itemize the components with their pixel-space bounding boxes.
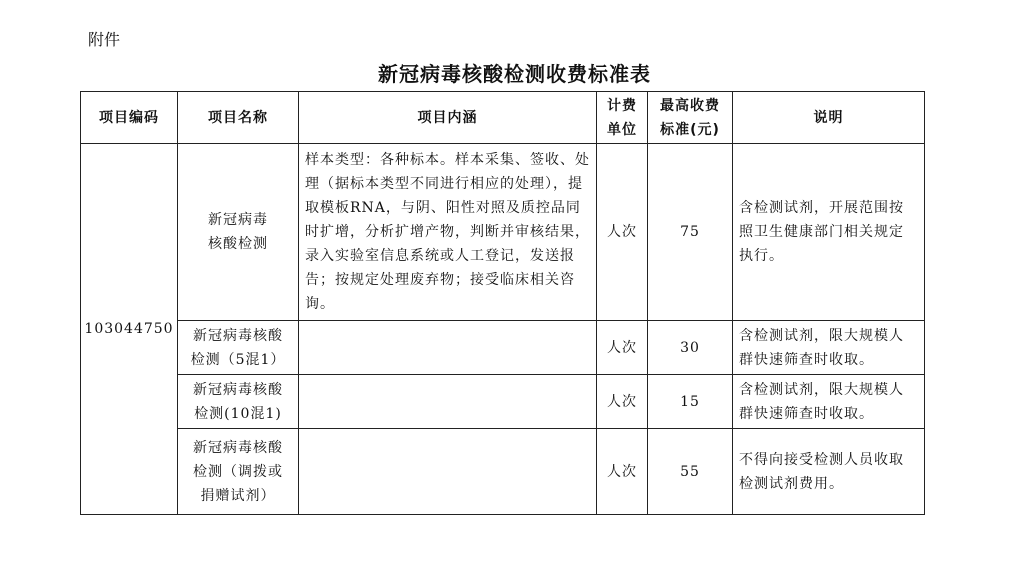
project-content-cell <box>299 429 597 515</box>
table-row <box>81 321 925 375</box>
project-name-line: 新冠病毒核酸 <box>193 327 283 344</box>
header-unit-line2: 单位 <box>607 121 637 138</box>
header-unit-line1: 计费 <box>607 97 637 114</box>
project-code-cell: 103044750 <box>81 144 178 515</box>
project-name-line: 核酸检测 <box>208 236 268 252</box>
header-unit <box>597 92 648 144</box>
project-name-cell <box>178 144 299 321</box>
project-name-line: 新冠病毒核酸 <box>193 381 283 398</box>
header-name: 项目名称 <box>178 92 299 144</box>
project-name-line: 捐赠试剂） <box>200 487 276 504</box>
unit-cell: 人次 <box>597 321 648 375</box>
project-content-cell <box>299 321 597 375</box>
table-row <box>81 429 925 515</box>
unit-cell: 人次 <box>597 144 648 321</box>
note-cell: 含检测试剂，限大规模人群快速筛查时收取。 <box>733 375 925 429</box>
project-content-cell <box>299 375 597 429</box>
project-name-line: 检测（调拨或 <box>193 463 283 480</box>
header-code: 项目编码 <box>81 92 178 144</box>
header-content: 项目内涵 <box>299 92 597 144</box>
note-cell: 含检测试剂，限大规模人群快速筛查时收取。 <box>733 321 925 375</box>
project-name-cell <box>178 375 299 429</box>
attachment-label: 附件 <box>88 30 121 49</box>
note-cell: 不得向接受检测人员收取检测试剂费用。 <box>733 429 925 515</box>
price-cell: 30 <box>648 321 733 375</box>
table-row <box>81 144 925 321</box>
project-name-cell <box>178 321 299 375</box>
note-cell: 含检测试剂，开展范围按照卫生健康部门相关规定执行。 <box>733 144 925 321</box>
table-row <box>81 375 925 429</box>
page-title: 新冠病毒核酸检测收费标准表 <box>378 62 651 86</box>
header-price-line1: 最高收费 <box>660 97 720 114</box>
header-note: 说明 <box>733 92 925 144</box>
price-cell: 15 <box>648 375 733 429</box>
fee-standard-table <box>80 91 925 515</box>
header-price-line2: 标准(元) <box>660 121 720 138</box>
project-name-line: 检测(10混1) <box>194 405 282 422</box>
project-name-cell <box>178 429 299 515</box>
project-name-line: 新冠病毒核酸 <box>193 439 283 456</box>
unit-cell: 人次 <box>597 429 648 515</box>
price-cell: 55 <box>648 429 733 515</box>
price-cell: 75 <box>648 144 733 321</box>
project-name-line: 新冠病毒 <box>208 212 268 228</box>
project-content-cell: 样本类型：各种标本。样本采集、签收、处理（据标本类型不同进行相应的处理），提取模板RNA，与阴、阳性对照及质控品同时扩增，分析扩增产物，判断并审核结果，录入实验室信息系统或人工登记，发送报告；按规定处理废弃物；接受临床相关咨询。 <box>299 144 597 321</box>
header-price <box>648 92 733 144</box>
project-name-line: 检测（5混1） <box>190 351 286 368</box>
unit-cell: 人次 <box>597 375 648 429</box>
table-header-row <box>81 92 925 144</box>
